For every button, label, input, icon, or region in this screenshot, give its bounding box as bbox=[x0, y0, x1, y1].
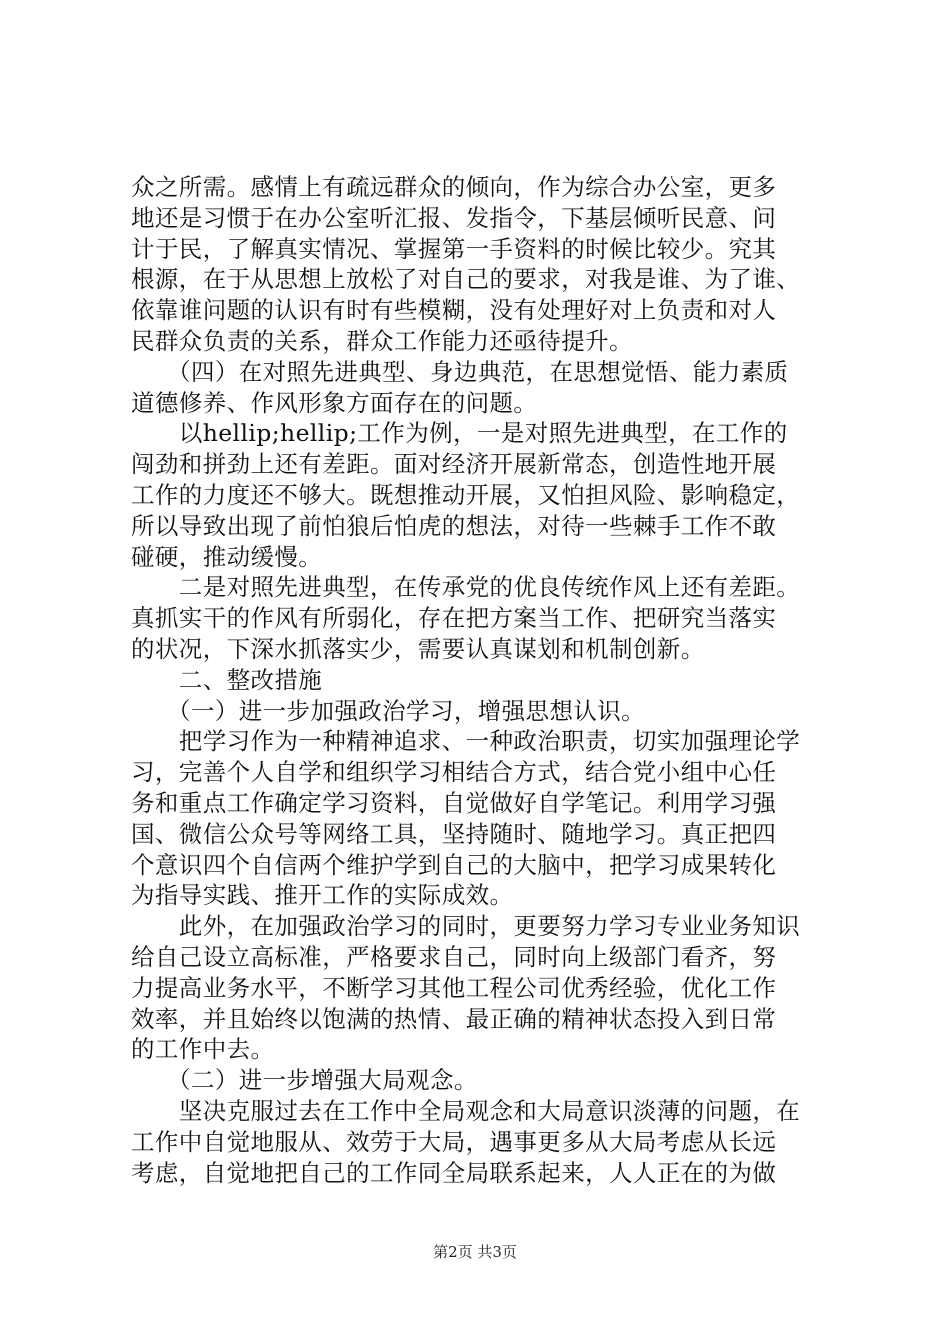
page-footer: 第2页 共3页 bbox=[433, 1243, 517, 1261]
subsection-heading: （一）进一步加强政治学习，增强思想认识。 bbox=[131, 696, 646, 725]
text-line: 力提高业务水平，不断学习其他工程公司优秀经验，优化工作 bbox=[131, 973, 777, 1002]
text-line: 的工作中去。 bbox=[131, 1035, 275, 1064]
text-line: 此外，在加强政治学习的同时，更要努力学习专业业务知识 bbox=[131, 912, 801, 941]
text-line: 以hellip;hellip;工作为例，一是对照先进典型，在工作的 bbox=[131, 419, 788, 448]
text-line: 二是对照先进典型，在传承党的优良传统作风上还有差距。 bbox=[131, 573, 801, 602]
text-line: 依靠谁问题的认识有时有些模糊，没有处理好对上负责和对人 bbox=[131, 296, 777, 325]
text-line: 民群众负责的关系，群众工作能力还亟待提升。 bbox=[131, 326, 633, 355]
text-line: 务和重点工作确定学习资料，自觉做好自学笔记。利用学习强 bbox=[131, 788, 777, 817]
text-line: 给自己设立高标准，严格要求自己，同时向上级部门看齐，努 bbox=[131, 942, 777, 971]
subsection-heading: （二）进一步增强大局观念。 bbox=[131, 1066, 478, 1095]
text-line: 工作中自觉地服从、效劳于大局，遇事更多从大局考虑从长远 bbox=[131, 1127, 777, 1156]
text-line: 道德修养、作风形象方面存在的问题。 bbox=[131, 388, 538, 417]
text-line: 把学习作为一种精神追求、一种政治职责，切实加强理论学 bbox=[131, 727, 801, 756]
text-line: 的状况，下深水抓落实少，需要认真谋划和机制创新。 bbox=[131, 634, 705, 663]
text-line: 众之所需。感情上有疏远群众的倾向，作为综合办公室，更多 bbox=[131, 173, 777, 201]
text-line: 习，完善个人自学和组织学习相结合方式，结合党小组中心任 bbox=[131, 758, 777, 787]
text-line: 个意识四个自信两个维护学到自己的大脑中，把学习成果转化 bbox=[131, 850, 777, 879]
text-line: 真抓实干的作风有所弱化，存在把方案当工作、把研究当落实 bbox=[131, 604, 777, 633]
text-line: 为指导实践、推开工作的实际成效。 bbox=[131, 881, 514, 910]
text-line: 坚决克服过去在工作中全局观念和大局意识淡薄的问题，在 bbox=[131, 1096, 801, 1125]
text-line: 地还是习惯于在办公室听汇报、发指令，下基层倾听民意、问 bbox=[131, 203, 777, 232]
text-line: （四）在对照先进典型、身边典范，在思想觉悟、能力素质 bbox=[131, 357, 789, 386]
text-line: 碰硬，推动缓慢。 bbox=[131, 542, 323, 571]
text-line: 计于民，了解真实情况、掌握第一手资料的时候比较少。究其 bbox=[131, 234, 777, 263]
body-text bbox=[131, 172, 831, 1188]
text-line: 国、微信公众号等网络工具，坚持随时、随地学习。真正把四 bbox=[131, 819, 777, 848]
text-line: 工作的力度还不够大。既想推动开展，又怕担风险、影响稳定， bbox=[131, 480, 801, 509]
text-line: 考虑，自觉地把自己的工作同全局联系起来，人人正在的为做 bbox=[131, 1158, 777, 1187]
text-line: 效率，并且始终以饱满的热情、最正确的精神状态投入到日常 bbox=[131, 1004, 777, 1033]
text-line: 所以导致出现了前怕狼后怕虎的想法，对待一些棘手工作不敢 bbox=[131, 511, 777, 540]
text-line: 闯劲和拼劲上还有差距。面对经济开展新常态，创造性地开展 bbox=[131, 450, 777, 479]
text-line: 根源，在于从思想上放松了对自己的要求，对我是谁、为了谁、 bbox=[131, 265, 801, 294]
section-heading: 二、整改措施 bbox=[131, 665, 323, 694]
